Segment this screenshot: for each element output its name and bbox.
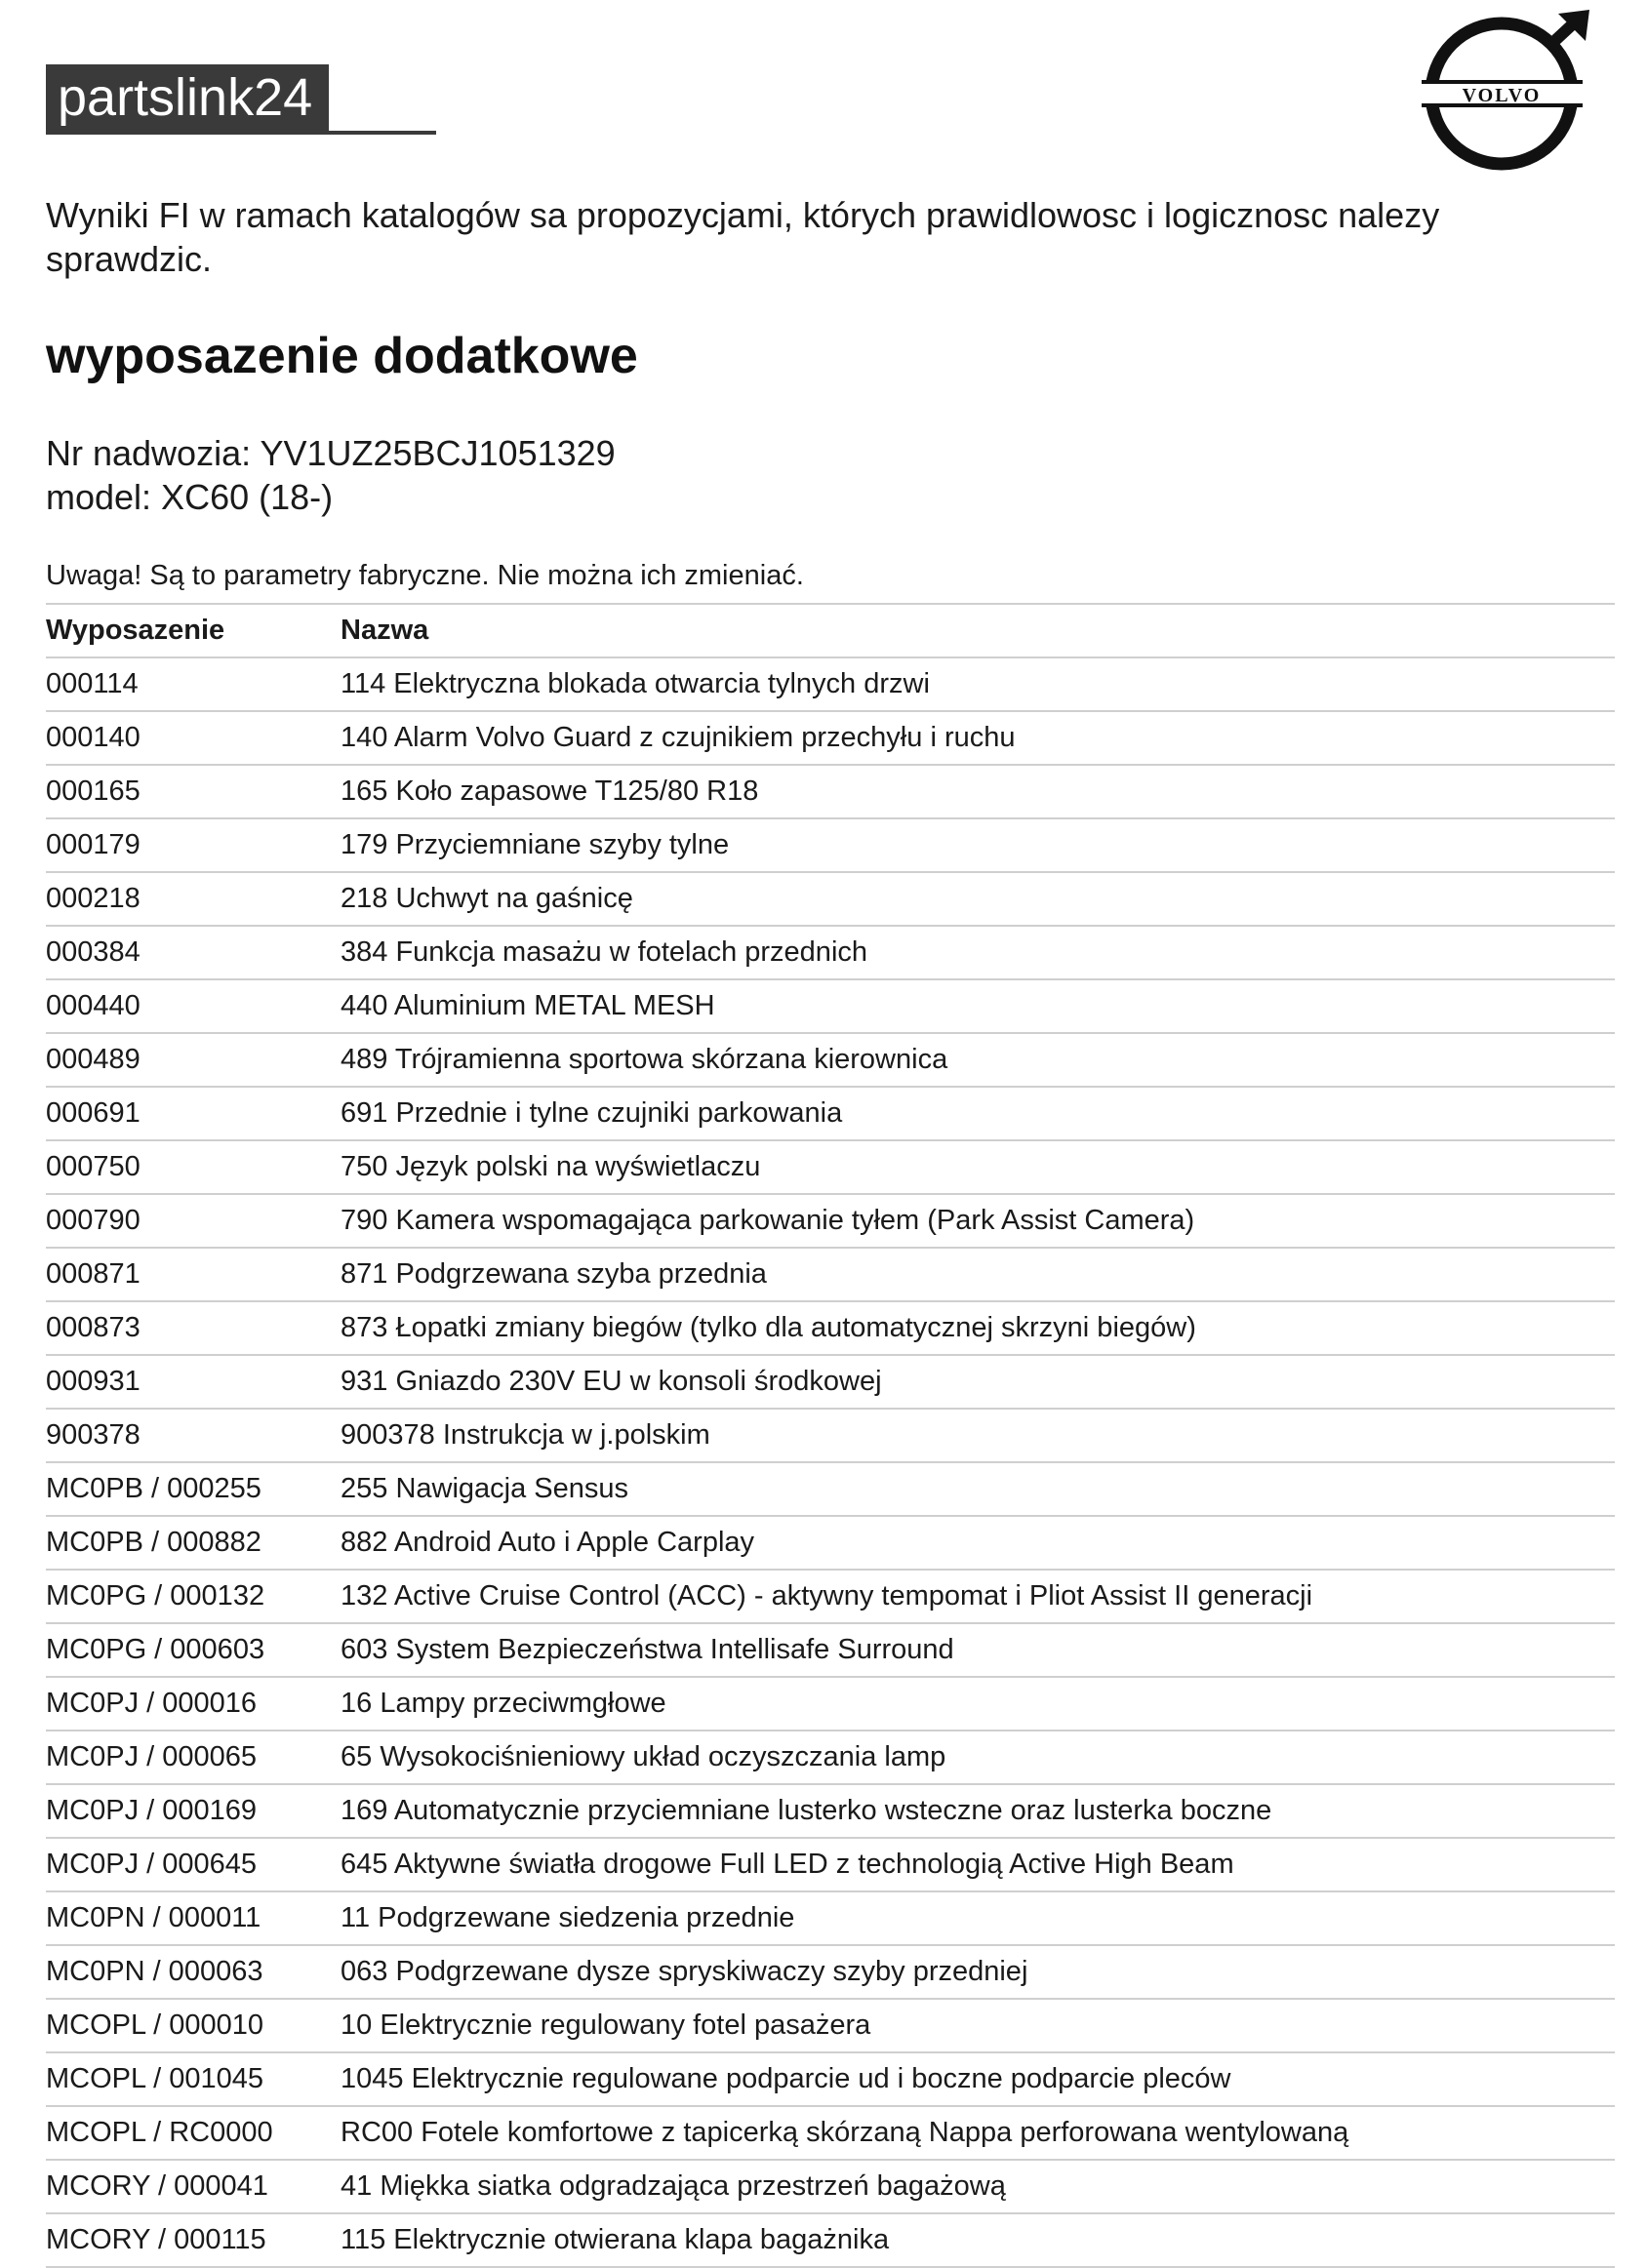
equipment-name: 603 System Bezpieczeństwa Intellisafe Surround bbox=[341, 1634, 954, 1665]
table-row bbox=[46, 2107, 1615, 2161]
table-body bbox=[46, 658, 1615, 2268]
table-row bbox=[46, 873, 1615, 927]
equipment-code: MC0PB / 000255 bbox=[46, 1473, 261, 1504]
equipment-name: 114 Elektryczna blokada otwarcia tylnych drzwi bbox=[341, 668, 930, 699]
vehicle-info bbox=[46, 431, 616, 519]
equipment-code: 000691 bbox=[46, 1097, 141, 1129]
table-row bbox=[46, 658, 1615, 712]
equipment-code: 000440 bbox=[46, 990, 141, 1021]
table-row bbox=[46, 1517, 1615, 1571]
table-row bbox=[46, 1463, 1615, 1517]
equipment-name: 384 Funkcja masażu w fotelach przednich bbox=[341, 936, 868, 968]
table-row bbox=[46, 1410, 1615, 1463]
equipment-code: MCORY / 000041 bbox=[46, 2170, 268, 2202]
equipment-name: 691 Przednie i tylne czujniki parkowania bbox=[341, 1097, 843, 1129]
equipment-name: 11 Podgrzewane siedzenia przednie bbox=[341, 1902, 795, 1933]
equipment-code: 000179 bbox=[46, 829, 141, 860]
table-row bbox=[46, 2053, 1615, 2107]
equipment-code: MCORY / 000115 bbox=[46, 2224, 266, 2255]
table-row bbox=[46, 1892, 1615, 1946]
table-row bbox=[46, 1678, 1615, 1731]
table-row bbox=[46, 1839, 1615, 1892]
partslink24-logo bbox=[46, 60, 436, 140]
equipment-name: 645 Aktywne światła drogowe Full LED z technologią Active High Beam bbox=[341, 1849, 1234, 1880]
table-row bbox=[46, 2214, 1615, 2268]
equipment-name: 179 Przyciemniane szyby tylne bbox=[341, 829, 730, 860]
column-header-name: Nazwa bbox=[341, 615, 429, 646]
table-row bbox=[46, 1034, 1615, 1088]
equipment-code: 000140 bbox=[46, 722, 141, 753]
equipment-code: 000790 bbox=[46, 1205, 141, 1236]
table-header-row bbox=[46, 605, 1615, 658]
volvo-logo bbox=[1422, 8, 1592, 172]
equipment-name: 871 Podgrzewana szyba przednia bbox=[341, 1258, 767, 1290]
equipment-name: 440 Aluminium METAL MESH bbox=[341, 990, 715, 1021]
equipment-code: 000871 bbox=[46, 1258, 141, 1290]
equipment-name: 255 Nawigacja Sensus bbox=[341, 1473, 629, 1504]
equipment-code: MCOPL / RC0000 bbox=[46, 2117, 273, 2148]
equipment-name: RC00 Fotele komfortowe z tapicerką skórzaną Nappa perforowana wentylowaną bbox=[341, 2117, 1349, 2148]
table-row bbox=[46, 819, 1615, 873]
equipment-code: MC0PN / 000011 bbox=[46, 1902, 261, 1933]
table-row bbox=[46, 1088, 1615, 1141]
equipment-code: MC0PG / 000603 bbox=[46, 1634, 265, 1665]
equipment-table bbox=[46, 603, 1615, 2268]
body-number: Nr nadwozia: YV1UZ25BCJ1051329 bbox=[46, 433, 616, 473]
equipment-name: 41 Miękka siatka odgradzająca przestrzeń bagażową bbox=[341, 2170, 1006, 2202]
table-row bbox=[46, 1785, 1615, 1839]
equipment-name: 10 Elektrycznie regulowany fotel pasażera bbox=[341, 2009, 871, 2041]
equipment-name: 16 Lampy przeciwmgłowe bbox=[341, 1688, 666, 1719]
equipment-code: 000489 bbox=[46, 1044, 141, 1075]
table-row bbox=[46, 1624, 1615, 1678]
partslink-logo-text: partslink24 bbox=[58, 68, 313, 127]
table-row bbox=[46, 1356, 1615, 1410]
equipment-name: 132 Active Cruise Control (ACC) - aktywny tempomat i Pliot Assist II generacji bbox=[341, 1580, 1313, 1611]
equipment-name: 1045 Elektrycznie regulowane podparcie ud i boczne podparcie pleców bbox=[341, 2063, 1231, 2094]
equipment-code: MC0PJ / 000016 bbox=[46, 1688, 258, 1719]
table-row bbox=[46, 1571, 1615, 1624]
equipment-name: 882 Android Auto i Apple Carplay bbox=[341, 1527, 755, 1558]
equipment-code: 000873 bbox=[46, 1312, 141, 1343]
equipment-code: MCOPL / 000010 bbox=[46, 2009, 263, 2041]
equipment-code: 900378 bbox=[46, 1419, 141, 1451]
table-row bbox=[46, 1141, 1615, 1195]
equipment-code: MCOPL / 001045 bbox=[46, 2063, 263, 2094]
table-row bbox=[46, 1249, 1615, 1302]
table-row bbox=[46, 927, 1615, 980]
equipment-name: 873 Łopatki zmiany biegów (tylko dla automatycznej skrzyni biegów) bbox=[341, 1312, 1196, 1343]
equipment-code: 000750 bbox=[46, 1151, 141, 1182]
equipment-code: MC0PJ / 000169 bbox=[46, 1795, 258, 1826]
equipment-name: 750 Język polski na wyświetlaczu bbox=[341, 1151, 761, 1182]
section-title: wyposazenie dodatkowe bbox=[46, 328, 638, 384]
table-row bbox=[46, 980, 1615, 1034]
table-row bbox=[46, 1946, 1615, 2000]
equipment-name: 218 Uchwyt na gaśnicę bbox=[341, 883, 633, 914]
table-row bbox=[46, 1731, 1615, 1785]
table-row bbox=[46, 2161, 1615, 2214]
equipment-code: 000931 bbox=[46, 1366, 141, 1397]
equipment-code: MC0PJ / 000645 bbox=[46, 1849, 258, 1880]
equipment-name: 65 Wysokociśnieniowy układ oczyszczania lamp bbox=[341, 1741, 946, 1772]
equipment-name: 165 Koło zapasowe T125/80 R18 bbox=[341, 776, 759, 807]
equipment-name: 489 Trójramienna sportowa skórzana kierownica bbox=[341, 1044, 948, 1075]
equipment-name: 790 Kamera wspomagająca parkowanie tyłem (Park Assist Camera) bbox=[341, 1205, 1195, 1236]
equipment-code: MC0PG / 000132 bbox=[46, 1580, 265, 1611]
table-row bbox=[46, 2000, 1615, 2053]
equipment-name: 115 Elektrycznie otwierana klapa bagażnika bbox=[341, 2224, 890, 2255]
equipment-code: 000218 bbox=[46, 883, 141, 914]
disclaimer-text: Wyniki FI w ramach katalogów sa propozycjami, których prawidlowosc i logicznosc nalezy sprawdzic. bbox=[46, 195, 1440, 279]
equipment-name: 063 Podgrzewane dysze spryskiwaczy szyby przedniej bbox=[341, 1956, 1028, 1987]
equipment-code: 000114 bbox=[46, 668, 139, 699]
table-row bbox=[46, 1302, 1615, 1356]
table-row bbox=[46, 766, 1615, 819]
warning-text: Uwaga! Są to parametry fabryczne. Nie można ich zmieniać. bbox=[46, 560, 804, 591]
volvo-logo-text: VOLVO bbox=[1462, 85, 1542, 106]
column-header-equipment: Wyposazenie bbox=[46, 615, 225, 646]
table-row bbox=[46, 712, 1615, 766]
vehicle-model: model: XC60 (18-) bbox=[46, 477, 334, 517]
equipment-code: MC0PN / 000063 bbox=[46, 1956, 263, 1987]
equipment-code: 000165 bbox=[46, 776, 141, 807]
table-row bbox=[46, 1195, 1615, 1249]
equipment-name: 140 Alarm Volvo Guard z czujnikiem przechyłu i ruchu bbox=[341, 722, 1016, 753]
equipment-code: MC0PB / 000882 bbox=[46, 1527, 261, 1558]
equipment-code: 000384 bbox=[46, 936, 141, 968]
equipment-name: 169 Automatycznie przyciemniane lusterko wsteczne oraz lusterka boczne bbox=[341, 1795, 1272, 1826]
equipment-name: 931 Gniazdo 230V EU w konsoli środkowej bbox=[341, 1366, 882, 1397]
equipment-code: MC0PJ / 000065 bbox=[46, 1741, 258, 1772]
equipment-name: 900378 Instrukcja w j.polskim bbox=[341, 1419, 710, 1451]
